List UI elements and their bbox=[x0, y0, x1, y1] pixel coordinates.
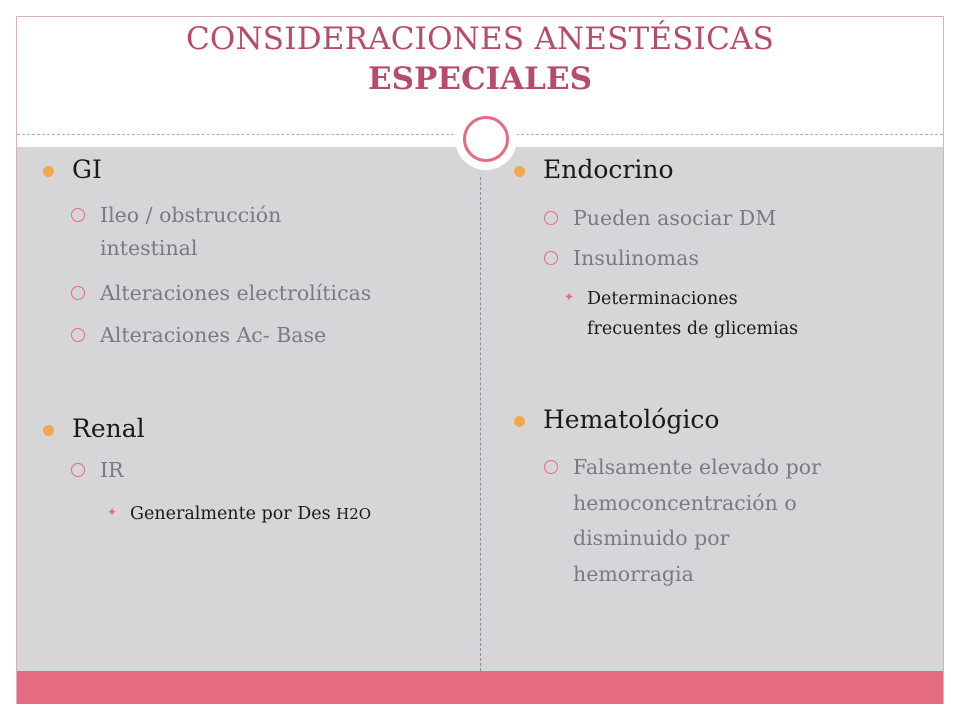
sub-list-item-text: Generalmente por Des bbox=[130, 504, 331, 524]
list-item-text: Ileo / obstrucción bbox=[100, 203, 282, 227]
circle-bullet-icon bbox=[544, 460, 558, 474]
column-divider bbox=[480, 177, 481, 671]
bullet-dot-icon bbox=[43, 425, 54, 436]
bullet-dot-icon bbox=[514, 166, 525, 177]
list-item-text: hemoconcentración o bbox=[573, 491, 797, 515]
list-item-text: Alteraciones Ac- Base bbox=[100, 323, 327, 347]
circle-ring bbox=[463, 116, 509, 162]
list-item-continued bbox=[573, 522, 729, 554]
sub-list-item-text: Determinaciones bbox=[587, 289, 738, 309]
list-item-text: intestinal bbox=[100, 236, 198, 260]
footer-bar bbox=[17, 671, 943, 704]
heading-renal bbox=[72, 414, 145, 443]
bullet-dot-icon bbox=[514, 416, 525, 427]
bullet-dot-icon bbox=[43, 166, 54, 177]
list-item-text: disminuido por bbox=[573, 526, 730, 550]
list-item-continued bbox=[573, 558, 694, 590]
slide-title-line1: CONSIDERACIONES ANESTÉSICAS bbox=[185, 21, 775, 57]
list-item bbox=[100, 277, 371, 309]
list-item-continued bbox=[573, 487, 797, 519]
circle-bullet-icon bbox=[71, 286, 85, 300]
sub-list-item bbox=[107, 500, 372, 528]
slide-title-line2: ESPECIALES bbox=[368, 61, 592, 97]
star-bullet-icon: ✦ bbox=[107, 505, 118, 519]
list-item bbox=[100, 199, 281, 231]
circle-bullet-icon bbox=[71, 208, 85, 222]
heading-gi bbox=[72, 155, 102, 184]
sub-list-item bbox=[564, 285, 738, 313]
list-item-text: IR bbox=[100, 458, 124, 482]
list-item-text: Pueden asociar DM bbox=[573, 206, 777, 230]
circle-bullet-icon bbox=[71, 328, 85, 342]
heading-gi-text: GI bbox=[72, 155, 102, 184]
sub-list-item-continued bbox=[587, 315, 798, 343]
circle-bullet-icon bbox=[544, 251, 558, 265]
heading-endocrino-text: Endocrino bbox=[543, 155, 674, 184]
list-item bbox=[100, 454, 124, 486]
list-item-text: Insulinomas bbox=[573, 246, 699, 270]
sub-list-item-text: frecuentes de glicemias bbox=[587, 319, 799, 339]
heading-endocrino bbox=[543, 155, 674, 184]
slide-frame bbox=[16, 16, 944, 704]
list-item-text: Alteraciones electrolíticas bbox=[100, 281, 372, 305]
list-item bbox=[573, 202, 776, 234]
list-item bbox=[573, 451, 821, 483]
circle-bullet-icon bbox=[544, 211, 558, 225]
list-item bbox=[573, 242, 699, 274]
heading-hematologico bbox=[543, 405, 719, 434]
heading-hematologico-text: Hematológico bbox=[543, 405, 720, 434]
list-item-continued bbox=[100, 232, 197, 264]
circle-badge-icon bbox=[455, 108, 517, 170]
sub-list-item-suffix: H2O bbox=[336, 505, 372, 523]
list-item bbox=[100, 319, 326, 351]
star-bullet-icon: ✦ bbox=[564, 290, 575, 304]
heading-renal-text: Renal bbox=[72, 414, 145, 443]
list-item-text: hemorragia bbox=[573, 562, 694, 586]
circle-bullet-icon bbox=[71, 463, 85, 477]
list-item-text: Falsamente elevado por bbox=[573, 455, 821, 479]
